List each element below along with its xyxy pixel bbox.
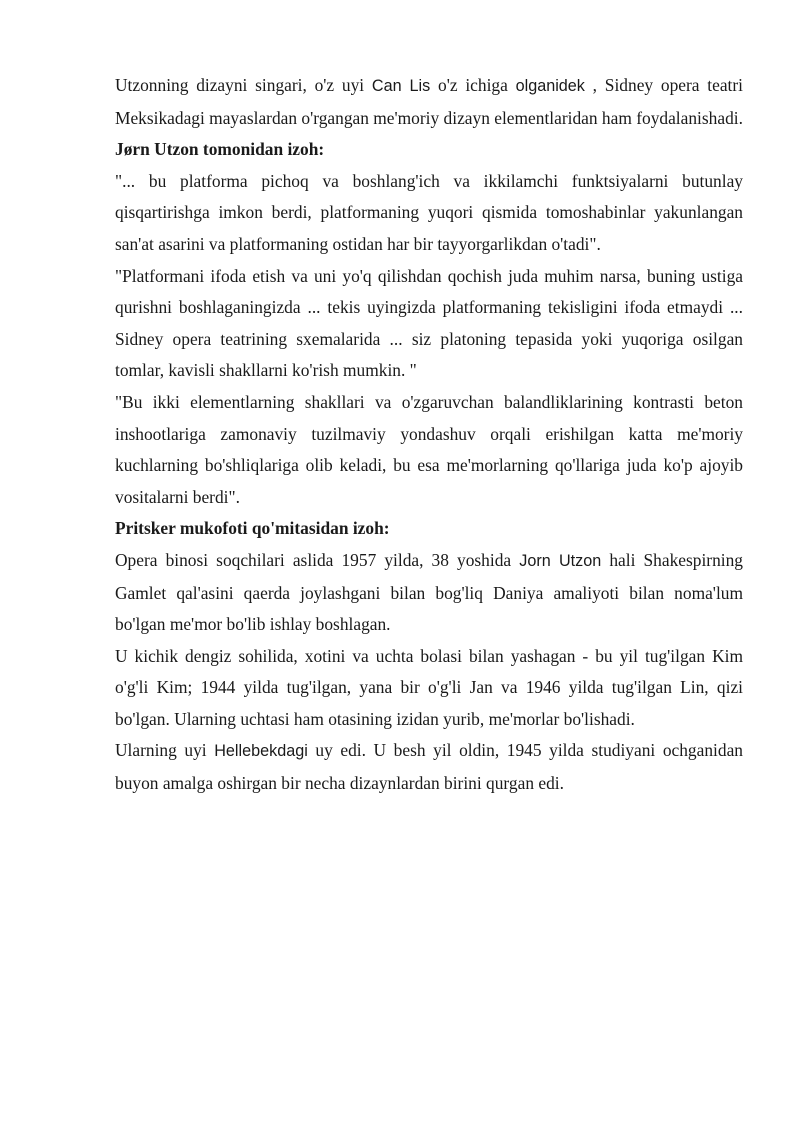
quote-contrast: "Bu ikki elementlarning shakllari va o'zgaruvchan balandliklarining kontrasti beton inshootlariga zamonaviy tuzilmaviy yondashuv orqali erishilgan katta me'moriy kuchlarning bo'shliqlariga olib keladi, bu esa me'morlarning qo'llariga juda ko'p ajoyib vositalarni berdi".: [115, 391, 743, 507]
opera-text-1: Opera binosi soqchilari aslida 1957 yilda, 38 yoshida: [115, 549, 520, 570]
heading-utzon-comment: Jørn Utzon tomonidan izoh:: [115, 139, 325, 160]
paragraph-home: [115, 735, 743, 799]
hellebekdagi-term: Hellebekdagi: [214, 742, 308, 761]
intro-text-2: o'z ichiga: [430, 75, 516, 95]
heading-pritzker-comment: Pritsker mukofoti qo'mitasidan izoh:: [115, 518, 390, 539]
document-page: [115, 70, 743, 800]
opera-text-2: hali Shakespirning Gamlet qal'asini qaerda joylashgani bilan bog'liq Daniya amaliyoti bilan noma'lum bo'lgan me'mor bo'lib ishlay boshlagan.: [115, 549, 743, 635]
home-text-1: Ularning uyi: [115, 740, 215, 761]
paragraph-family: U kichik dengiz sohilida, xotini va uchta bolasi bilan yashagan - bu yil tug'ilgan Kim o'g'li Kim; 1944 yilda tug'ilgan, yana bir o'g'li Jan va 1946 yilda tug'ilgan Lin, qizi bo'lgan. Ularning uchtasi ham otasining izidan yurib, me'morlar bo'lishadi.: [115, 645, 743, 729]
intro-text-3: , Sidney opera teatri Meksikadagi mayaslardan o'rgangan me'moriy dizayn elementlaridan ham foydalanishadi.: [115, 75, 743, 128]
jorn-utzon-term: Jorn Utzon: [519, 551, 602, 570]
quote-platform-1: "... bu platforma pichoq va boshlang'ich va ikkilamchi funktsiyalarni butunlay qisqartirishga imkon berdi, platformaning yuqori qismida tomoshabinlar yakunlangan san'at asarini va platformaning ostidan har bir tayyorgarlikdan o'tadi".: [115, 170, 743, 254]
paragraph-intro: [115, 70, 743, 134]
intro-text-1: Utzonning dizayni singari, o'z uyi: [115, 75, 372, 95]
paragraph-opera-start: [115, 545, 743, 641]
home-text-2: uy edi. U besh yil oldin, 1945 yilda studiyani ochganidan buyon amalga oshirgan bir necha dizaynlardan birini qurgan edi.: [115, 740, 743, 794]
can-lis-term: Can Lis: [371, 77, 431, 95]
olganidek-term: olganidek: [515, 77, 585, 95]
quote-platform-2: "Platformani ifoda etish va uni yo'q qilishdan qochish juda muhim narsa, buning ustiga qurishni boshlaganingizda ... tekis uyingizda platformaning tekisligini ifoda etmaydi ... Sidney opera teatrining sxemalarida ... siz platoning tepasida yoki yuqoriga osilgan tomlar, kavisli shakllarni ko'rish mumkin. ": [115, 265, 743, 381]
